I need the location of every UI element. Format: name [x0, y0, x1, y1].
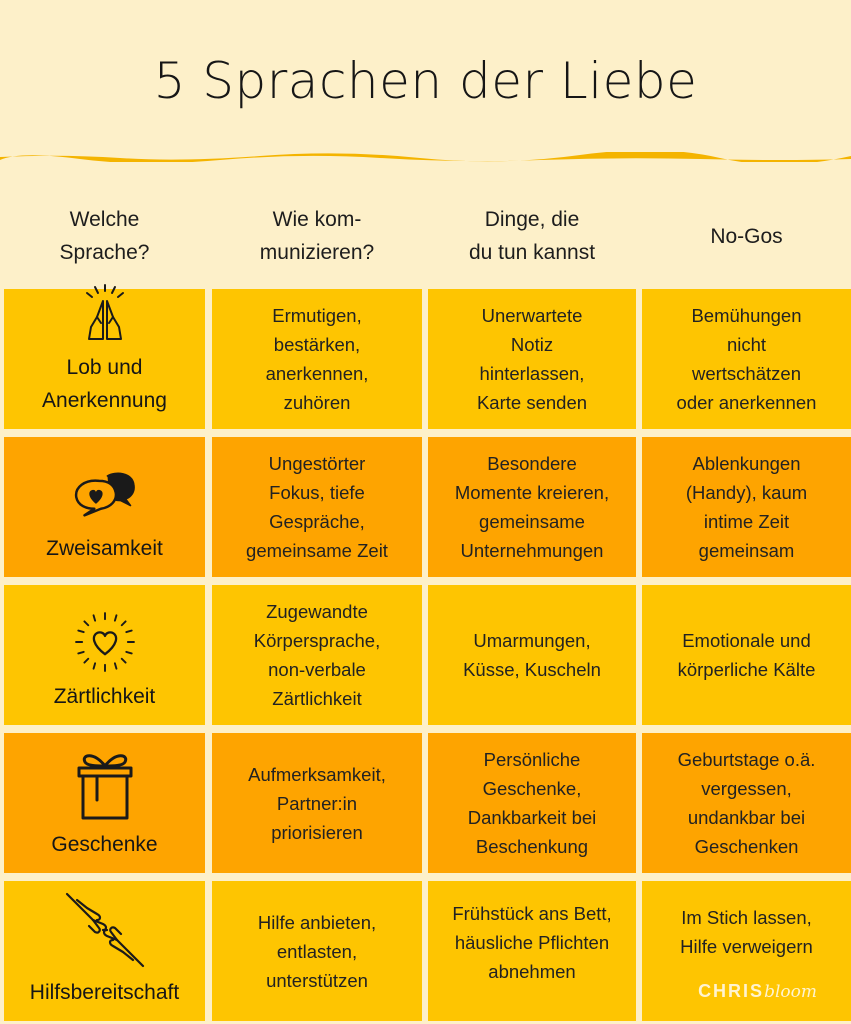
- things-cell: Frühstück ans Bett, häusliche Pflichten abnehmen: [428, 881, 636, 1021]
- header-communicate: Wie kom- munizieren?: [259, 208, 375, 264]
- header-nogos: No-Gos: [710, 224, 783, 248]
- nogos-text: Im Stich lassen, Hilfe verweigern: [680, 907, 813, 957]
- language-name: Geschenke: [51, 833, 158, 856]
- helping-hands-icon: [63, 890, 147, 970]
- communicate-cell: Zugewandte Körpersprache, non-verbale Zärtlichkeit: [212, 585, 422, 725]
- things-cell: Umarmungen, Küsse, Kuscheln: [428, 585, 636, 725]
- language-cell: [4, 437, 205, 577]
- header-things: Dinge, die du tun kannst: [468, 208, 596, 264]
- language-cell: [4, 585, 205, 725]
- table-row: [0, 289, 851, 429]
- table-row: [0, 437, 851, 577]
- table-row: [0, 881, 851, 1021]
- communicate-cell: Hilfe anbieten, entlasten, unterstützen: [212, 881, 422, 1021]
- language-name: Hilfsbereitschaft: [29, 981, 180, 1004]
- brush-divider: [0, 152, 851, 162]
- table-row: [0, 733, 851, 873]
- language-name: Lob und Anerkennung: [42, 356, 167, 412]
- header-language: Welche Sprache?: [59, 208, 150, 264]
- speech-bubbles-heart-icon: [73, 462, 137, 526]
- radiant-heart-icon: [73, 610, 137, 674]
- praying-hands-icon: [73, 283, 137, 345]
- page-title: 5 Sprachen der Liebe: [153, 52, 698, 110]
- language-cell: [4, 881, 205, 1021]
- things-cell: Unerwartete Notiz hinterlassen, Karte senden: [428, 289, 636, 429]
- brand-logo: [698, 948, 817, 1007]
- nogos-cell: Bemühungen nicht wertschätzen oder anerkennen: [642, 289, 851, 429]
- language-name: Zärtlichkeit: [53, 685, 156, 708]
- things-cell: Persönliche Geschenke, Dankbarkeit bei Beschenkung: [428, 733, 636, 873]
- nogos-cell: Emotionale und körperliche Kälte: [642, 585, 851, 725]
- things-cell: Besondere Momente kreieren, gemeinsame Unternehmungen: [428, 437, 636, 577]
- nogos-cell: Ablenkungen (Handy), kaum intime Zeit gemeinsam: [642, 437, 851, 577]
- gift-box-icon: [73, 748, 137, 822]
- language-name: Zweisamkeit: [46, 537, 163, 560]
- table-header: [0, 196, 851, 276]
- communicate-cell: Ungestörter Fokus, tiefe Gespräche, gemeinsame Zeit: [212, 437, 422, 577]
- language-cell: [4, 733, 205, 873]
- nogos-cell: Geburtstage o.ä. vergessen, undankbar bei Geschenken: [642, 733, 851, 873]
- nogos-cell: [642, 881, 851, 1021]
- logo-primary: CHRIS: [698, 981, 765, 1001]
- logo-script: bloom: [764, 982, 817, 1002]
- communicate-cell: Aufmerksamkeit, Partner:in priorisieren: [212, 733, 422, 873]
- communicate-cell: Ermutigen, bestärken, anerkennen, zuhören: [212, 289, 422, 429]
- table-row: [0, 585, 851, 725]
- language-cell: [4, 289, 205, 429]
